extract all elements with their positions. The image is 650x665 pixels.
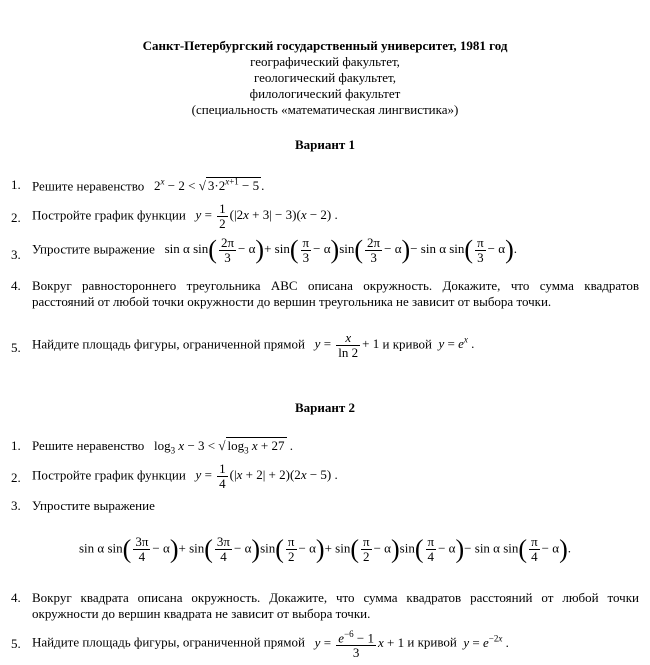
formula: sin α sin( $\frac{2\pi}{3}$ − α)+ sin( $\frac{\pi}{3}$ − α)sin( $\frac{2\pi}{3}$ − α)− sin α sin( $\frac{\pi}{3}$ − α). — [158, 235, 517, 265]
v1-problem-4 — [11, 278, 639, 328]
problem-number: 2. — [11, 210, 21, 225]
university-title: Санкт-Петербургский государственный университет, 1981 год — [142, 38, 508, 53]
v2-problem-2 — [11, 463, 639, 491]
formula-curve: $y = e^{-2x}$ . — [463, 633, 509, 650]
formula: $\log_3 x - 3$ < √ $\log_3 x + 27$ . — [147, 438, 294, 456]
faculty-2: геологический факультет, — [254, 70, 396, 85]
formula-line: y = $\frac{x}{\ln 2}$ + 1 — [314, 330, 380, 360]
formula-curve: $y = e^x$ . — [438, 335, 475, 352]
problem-text: Решите неравенство — [32, 178, 145, 194]
formula: $2^x - 2$ < √ $3\cdot 2^{x+1} - 5$ . — [147, 177, 265, 194]
problem-number: 5. — [11, 636, 21, 651]
v2-problem-3 — [11, 498, 639, 516]
problem-number: 2. — [11, 470, 21, 485]
formula: y = $\frac{1}{4}$ (|x + 2| + 2)(2x − 5) . — [195, 461, 338, 491]
header — [0, 38, 650, 118]
problem-number: 1. — [11, 177, 21, 192]
formula-line: y = $\frac{e^{-6} - 1}{3}$ x + 1 — [314, 629, 405, 661]
conjunction: и кривой — [407, 634, 457, 650]
problem-number: 3. — [11, 498, 21, 513]
problem-text: Вокруг равностороннего треугольника ABC описана окружность. Докажите, что сумма квадратов расстояний от любой точки окружности до вершин треугольника не зависит от выбора точки. — [32, 278, 639, 309]
problem-text: Найдите площадь фигуры, ограниченной прямой — [32, 336, 305, 352]
v1-problem-2 — [11, 203, 639, 231]
problem-text: Вокруг квадрата описана окружность. Докажите, что сумма квадратов расстояний от любой точки окружности до вершин квадрата не зависит от выбора точки. — [32, 590, 639, 621]
faculty-3: филологический факультет — [249, 86, 401, 101]
v1-problem-5 — [11, 332, 639, 366]
variant-1-title: Вариант 1 — [294, 137, 356, 152]
problem-number: 4. — [11, 278, 21, 293]
v2-problem-3-formula: sin α sin( $\frac{3\pi}{4}$ − α)+ sin( $\frac{3\pi}{4}$ − α)sin( $\frac{\pi}{2}$ − α)+ sin( $\frac{\pi}{2}$ − α)sin( $\frac{\pi}{4}$ − α)− sin α sin( $\frac{\pi}{4}$ − α). — [79, 534, 571, 564]
problem-number: 4. — [11, 590, 21, 605]
problem-text: Найдите площадь фигуры, ограниченной прямой — [32, 634, 305, 650]
variant-2-title: Вариант 2 — [294, 400, 356, 415]
specialty: (специальность «математическая лингвистика») — [191, 102, 459, 117]
v1-problem-3 — [11, 235, 639, 272]
v2-problem-4 — [11, 590, 639, 624]
problem-text: Упростите выражение — [32, 498, 155, 513]
conjunction: и кривой — [382, 336, 433, 352]
problem-number: 3. — [11, 247, 21, 262]
v2-problem-1 — [11, 438, 639, 456]
v1-problem-1 — [11, 177, 639, 195]
problem-number: 5. — [11, 340, 21, 355]
problem-text: Решите неравенство — [32, 438, 145, 453]
faculty-1: географический факультет, — [250, 54, 400, 69]
problem-text: Постройте график функции — [32, 467, 186, 483]
problem-number: 1. — [11, 438, 21, 453]
formula: y = $\frac{1}{2}$ (|2x + 3| − 3)(x − 2) . — [195, 201, 338, 231]
problem-text: Постройте график функции — [32, 207, 186, 223]
v2-problem-5 — [11, 628, 639, 662]
problem-text: Упростите выражение — [32, 241, 155, 257]
